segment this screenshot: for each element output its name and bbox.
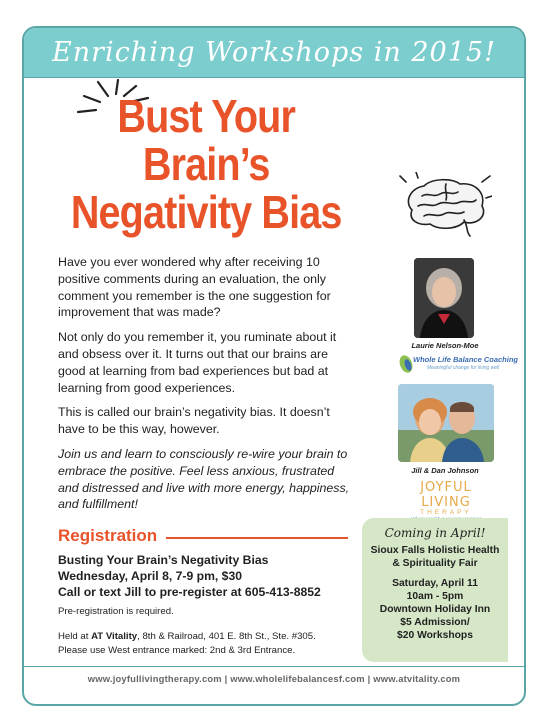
wlb-logo-text: Whole Life Balance Coaching — [413, 355, 519, 364]
laurie-caption: Laurie Nelson-Moe — [411, 341, 479, 350]
fair-place: Downtown Holiday Inn — [379, 604, 491, 615]
fair-callout — [362, 518, 508, 662]
jill-dan-caption: Jill & Dan Johnson — [411, 466, 479, 475]
venue-line — [58, 630, 358, 644]
intro-text — [58, 254, 358, 521]
venue-address: , 8th & Railroad, 401 E. 8th St., Ste. #305. — [137, 631, 316, 642]
footer-divider — [22, 666, 526, 667]
venue-entrance: Please use West entrance marked: 2nd & 3rd Entrance. — [58, 644, 296, 656]
registration-details — [58, 552, 358, 600]
fair-admission: $5 Admission/ — [400, 617, 470, 628]
headline-line-2: Negativity Bias — [70, 186, 342, 238]
jill-dan-photo — [398, 384, 494, 462]
footer-links: www.joyfullivingtherapy.com | www.wholelifebalancesf.com | www.atvitality.com — [87, 673, 461, 684]
wlb-logo-tagline: Meaningful change for living well — [427, 365, 500, 371]
fair-event-line-2: & Spirituality Fair — [392, 558, 478, 569]
registration-note: Pre-registration is required. — [58, 606, 174, 617]
top-banner — [24, 28, 524, 78]
banner-title: Enriching Workshops in 2015! — [52, 37, 496, 68]
intro-paragraph-2: Not only do you remember it, you ruminate about it and obsess over it. It turns out that our brains are good at learning from bad experiences but bad at learning from good experiences. — [58, 330, 337, 395]
intro-paragraph-1: Have you ever wondered why after receiving 10 positive comments during an evaluation, the only comment you remember is the one suggestion for improvement that was made? — [58, 255, 331, 320]
fair-details — [362, 577, 508, 642]
registration-when: Wednesday, April 8, 7-9 pm, $30 — [58, 569, 243, 583]
brain-icon — [398, 172, 492, 238]
joyful-living-logo — [398, 480, 494, 522]
registration-venue — [58, 630, 358, 657]
fair-event — [362, 544, 508, 570]
jl-logo-name: JOYFUL LIVING — [420, 480, 472, 510]
headline — [60, 92, 352, 236]
fair-coming-title: Coming in April! — [384, 526, 486, 540]
jl-logo-therapy: THERAPY — [420, 509, 472, 516]
registration-heading: Registration — [58, 526, 158, 545]
registration-event: Busting Your Brain’s Negativity Bias — [58, 553, 269, 567]
laurie-photo — [414, 258, 474, 338]
fair-time: 10am - 5pm — [406, 591, 464, 602]
whole-life-balance-logo — [397, 352, 519, 376]
intro-paragraph-3: This is called our brain’s negativity bias. It doesn’t have to be this way, however. — [58, 405, 330, 437]
fair-workshops: $20 Workshops — [397, 630, 473, 641]
fair-event-line-1: Sioux Falls Holistic Health — [370, 545, 500, 556]
registration-divider — [166, 537, 348, 539]
registration-call: Call or text Jill to pre-register at 605-413-8852 — [58, 585, 321, 599]
intro-paragraph-4: Join us and learn to consciously re-wire your brain to embrace the positive. Feel less anxious, frustrated and distressed and live with more energy, happiness, and fulfillment! — [58, 446, 350, 512]
fair-date: Saturday, April 11 — [392, 578, 478, 589]
headline-line-1: Bust Your Brain’s — [117, 90, 296, 190]
venue-name: AT Vitality — [91, 631, 138, 642]
venue-prefix: Held at — [58, 631, 92, 642]
